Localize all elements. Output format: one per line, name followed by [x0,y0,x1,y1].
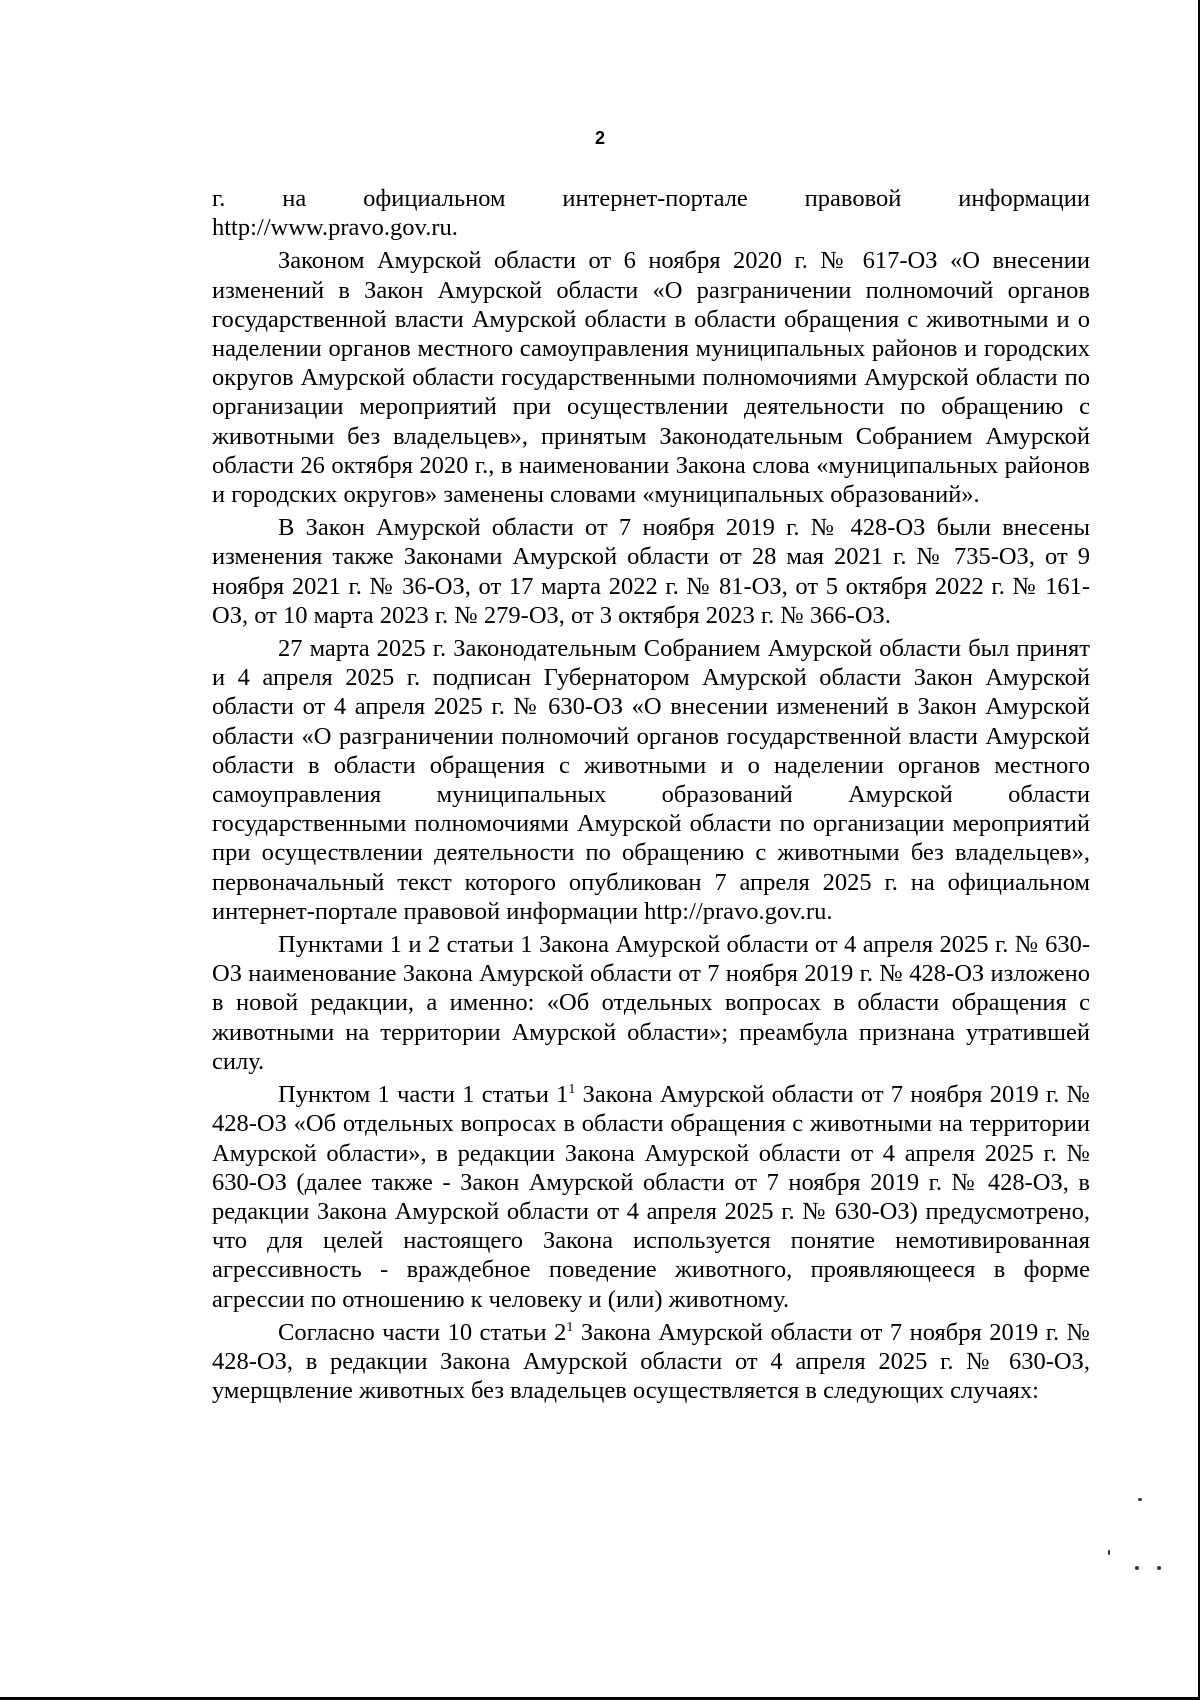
document-body [212,184,1090,1405]
scan-speck [1135,1566,1139,1570]
paragraph-amendments-list: В Закон Амурской области от 7 ноября 2019 г. № 428-ОЗ были внесены изменения также Законами Амурской области от 28 мая 2021 г. № 735-ОЗ, от 9 ноября 2021 г. № 36-ОЗ, от 17 марта 2022 г. № 81-ОЗ, от 5 октября 2022 г. № 161-ОЗ, от 10 марта 2023 г. № 279-ОЗ, от 3 октября 2023 г. № 366-ОЗ. [212,514,1090,629]
portal-url: http://www.pravo.gov.ru. [212,214,458,242]
paragraph-law-617: Законом Амурской области от 6 ноября 2020 г. № 617-ОЗ «О внесении изменений в Закон Амурской области «О разграничении полномочий органов государственной власти Амурской области в области обращения с животными и о наделении органов местного самоуправления муниципальных районов и городских округов Амурской области государственными полномочиями Амурской области по организации мероприятий при осуществлении деятельности по обращению с животными без владельцев», принятым Законодательным Собранием Амурской области 26 октября 2020 г., в наименовании Закона слова «муниципальных районов и городских округов» заменены словами «муниципальных образований». [212,247,1090,509]
paragraph-article-2-1 [212,1318,1090,1406]
paragraph-law-630: 27 марта 2025 г. Законодательным Собранием Амурской области был принят и 4 апреля 2025 г. подписан Губернатором Амурской области Закон Амурской области от 4 апреля 2025 г. № 630-ОЗ «О внесении изменений в Закон Амурской области «О разграничении полномочий органов государственной власти Амурской области в области обращения с животными и о наделении органов местного самоуправления муниципальных образований Амурской области государственными полномочиями Амурской области по организации мероприятий при осуществлении деятельности по обращению с животными без владельцев», первоначальный текст которого опубликован 7 апреля 2025 г. на официальном интернет-портале правовой информации http://pravo.gov.ru. [212,635,1090,925]
paragraph-continuation-line: г. на официальном интернет-портале правовой информации [212,185,1090,212]
paragraph-continuation-url [212,213,1090,242]
superscript: 1 [566,1319,574,1335]
scan-speck [1157,1566,1161,1570]
paragraph-text: Согласно части 10 статьи 2 [278,1318,567,1346]
paragraph-text: Закона Амурской области от 7 ноября 2019 г. № 428-ОЗ «Об отдельных вопросах в области обращения с животными на территории Амурской области», в редакции Закона Амурской области от 4 апреля 2025 г. № 630-ОЗ (далее также - Закон Амурской области от 7 ноября 2019 г. № 428-ОЗ, в редакции Закона Амурской области от 4 апреля 2025 г. № 630-ОЗ) предусмотрено, что для целей настоящего Закона используется понятие немотивированная агрессивность - враждебное поведение животного, проявляющееся в форме агрессии по отношению к человеку и (или) животному. [212,1081,1090,1313]
superscript: 1 [568,1081,576,1097]
scan-speck [1138,1498,1142,1501]
paragraph-text: Закона Амурской области от 7 ноября 2019 г. № 428-ОЗ, в редакции Закона Амурской области от 4 апреля 2025 г. № 630-ОЗ, умерщвление животных без владельцев осуществляется в следующих случаях: [212,1318,1091,1405]
paragraph-article-1-1 [212,1080,1090,1314]
paragraph-text: Пунктом 1 части 1 статьи 1 [278,1081,569,1109]
page-number: 2 [594,128,605,148]
scan-speck [1108,1550,1110,1555]
paragraph-law-630-points: Пунктами 1 и 2 статьи 1 Закона Амурской области от 4 апреля 2025 г. № 630-ОЗ наименование Закона Амурской области от 7 ноября 2019 г. № 428-ОЗ изложено в новой редакции, а именно: «Об отдельных вопросах в области обращения с животными на территории Амурской области»; преамбула признана утратившей силу. [212,931,1090,1075]
